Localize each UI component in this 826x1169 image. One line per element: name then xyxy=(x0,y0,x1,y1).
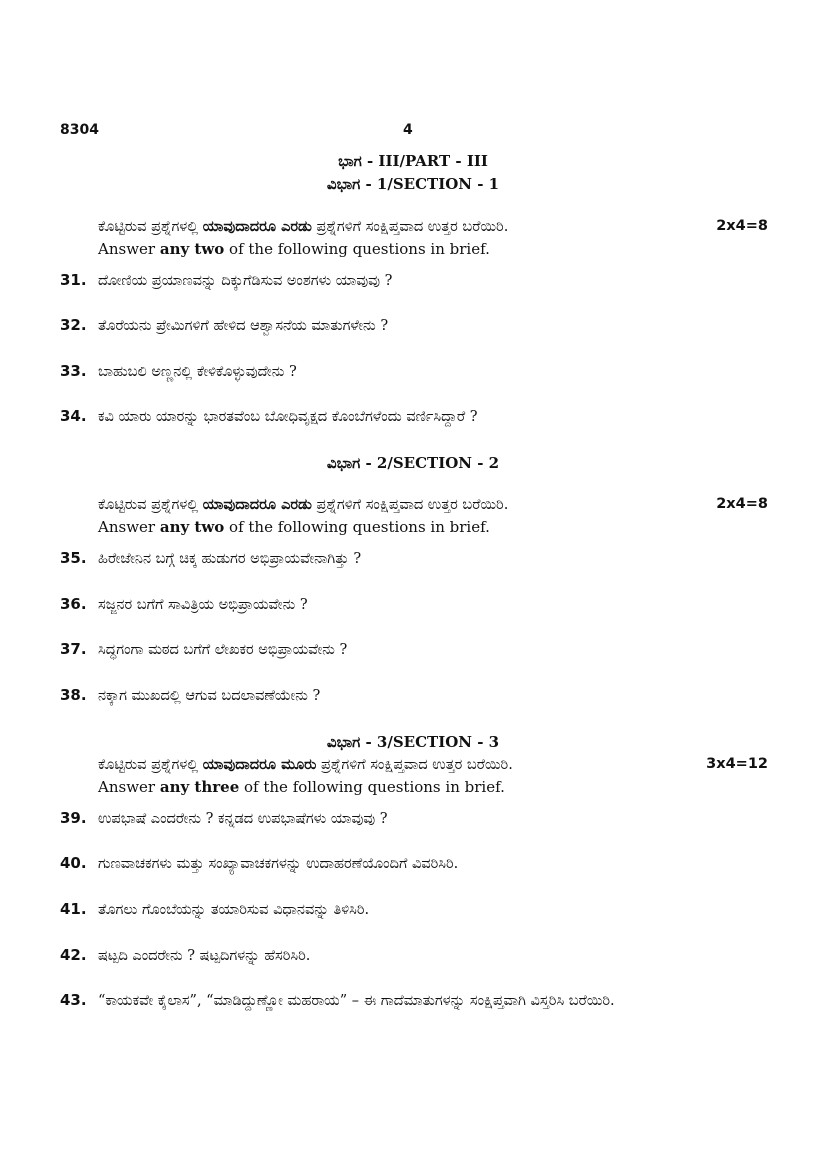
section-2-instruction-kn: ಕೊಟ್ಟಿರುವ ಪ್ರಶ್ನೆಗಳಲ್ಲಿ ಯಾವುದಾದರೂ ಎರಡು ಪ್ರಶ್ನೆಗಳಿಗೆ ಸಂಕ್ಷಿಪ್ತವಾದ ಉತ್ತರ ಬರೆಯಿರಿ. xyxy=(98,496,509,513)
question-32: 32. ತೊರೆಯನು ಪ್ರೇಮಿಗಳಿಗೆ ಹೇಳಿದ ಆಶ್ವಾಸನೆಯ ಮಾತುಗಳೇನು ? xyxy=(60,316,389,334)
section-1-marks: 2x4=8 xyxy=(716,218,768,234)
section-1-title: ವಿಭಾಗ - 1/SECTION - 1 xyxy=(326,175,500,193)
section-1-instruction-kn: ಕೊಟ್ಟಿರುವ ಪ್ರಶ್ನೆಗಳಲ್ಲಿ ಯಾವುದಾದರೂ ಎರಡು ಪ್ರಶ್ನೆಗಳಿಗೆ ಸಂಕ್ಷಿಪ್ತವಾದ ಉತ್ತರ ಬರೆಯಿರಿ. xyxy=(98,218,509,235)
question-42: 42. ಷಟ್ಪದಿ ಎಂದರೇನು ? ಷಟ್ಪದಿಗಳನ್ನು ಹೆಸರಿಸಿರಿ. xyxy=(60,946,311,964)
question-35: 35. ಹಿರೇಜೇನಿನ ಬಗ್ಗೆ ಚಿಕ್ಕ ಹುಡುಗರ ಅಭಿಪ್ರಾಯವೇನಾಗಿತ್ತು ? xyxy=(60,549,362,567)
question-31: 31. ದೋಣಿಯ ಪ್ರಯಾಣವನ್ನು ದಿಕ್ಕುಗೆಡಿಸುವ ಅಂಶಗಳು ಯಾವುವು ? xyxy=(60,271,393,289)
part-title: ಭಾಗ - III/PART - III xyxy=(338,152,488,170)
question-36: 36. ಸಜ್ಜನರ ಬಗೆಗೆ ಸಾವಿತ್ರಿಯ ಅಭಿಪ್ರಾಯವೇನು ? xyxy=(60,595,308,613)
question-39: 39. ಉಪಭಾಷೆ ಎಂದರೇನು ? ಕನ್ನಡದ ಉಪಭಾಷೆಗಳು ಯಾವುವು ? xyxy=(60,809,388,827)
question-40: 40. ಗುಣವಾಚಕಗಳು ಮತ್ತು ಸಂಖ್ಯಾವಾಚಕಗಳನ್ನು ಉದಾಹರಣೆಯೊಂದಿಗೆ ವಿವರಿಸಿರಿ. xyxy=(60,854,459,872)
question-38: 38. ನಕ್ಕಾಗ ಮುಖದಲ್ಲಿ ಆಗುವ ಬದಲಾವಣೆಯೇನು ? xyxy=(60,686,321,704)
question-37: 37. ಸಿದ್ಧಗಂಗಾ ಮಠದ ಬಗೆಗೆ ಲೇಖಕರ ಅಭಿಪ್ರಾಯವೇನು ? xyxy=(60,640,348,658)
page-number: 4 xyxy=(403,122,413,138)
question-43: 43. “ಕಾಯಕವೇ ಕೈಲಾಸ”, “ಮಾಡಿದ್ದುಣ್ಣೋ ಮಹರಾಯ” – ಈ ಗಾದೆಮಾತುಗಳನ್ನು ಸಂಕ್ಷಿಪ್ತವಾಗಿ ವಿಸ್ತರಿಸಿ ಬರೆಯಿರಿ. xyxy=(60,991,615,1009)
section-2-title: ವಿಭಾಗ - 2/SECTION - 2 xyxy=(326,454,500,472)
section-2-marks: 2x4=8 xyxy=(716,496,768,512)
question-41: 41. ತೊಗಲು ಗೊಂಬೆಯನ್ನು ತಯಾರಿಸುವ ವಿಧಾನವನ್ನು ತಿಳಿಸಿರಿ. xyxy=(60,900,370,918)
section-2-instruction-en: Answer any two of the following questions in brief. xyxy=(98,518,490,536)
question-33: 33. ಬಾಹುಬಲಿ ಅಣ್ಣನಲ್ಲಿ ಕೇಳಿಕೊಳ್ಳುವುದೇನು ? xyxy=(60,362,297,380)
section-3-title: ವಿಭಾಗ - 3/SECTION - 3 xyxy=(326,733,500,751)
section-3-instruction-kn: ಕೊಟ್ಟಿರುವ ಪ್ರಶ್ನೆಗಳಲ್ಲಿ ಯಾವುದಾದರೂ ಮೂರು ಪ್ರಶ್ನೆಗಳಿಗೆ ಸಂಕ್ಷಿಪ್ತವಾದ ಉತ್ತರ ಬರೆಯಿರಿ. xyxy=(98,756,513,773)
section-1-instruction-en: Answer any two of the following questions in brief. xyxy=(98,240,490,258)
question-34: 34. ಕವಿ ಯಾರು ಯಾರನ್ನು ಭಾರತವೆಂಬ ಬೋಧಿವೃಕ್ಷದ ಕೊಂಬೆಗಳೆಂದು ವರ್ಣಿಸಿದ್ದಾರೆ ? xyxy=(60,407,478,425)
section-3-marks: 3x4=12 xyxy=(706,756,768,772)
paper-code: 8304 xyxy=(60,122,99,138)
section-3-instruction-en: Answer any three of the following questions in brief. xyxy=(98,778,505,796)
